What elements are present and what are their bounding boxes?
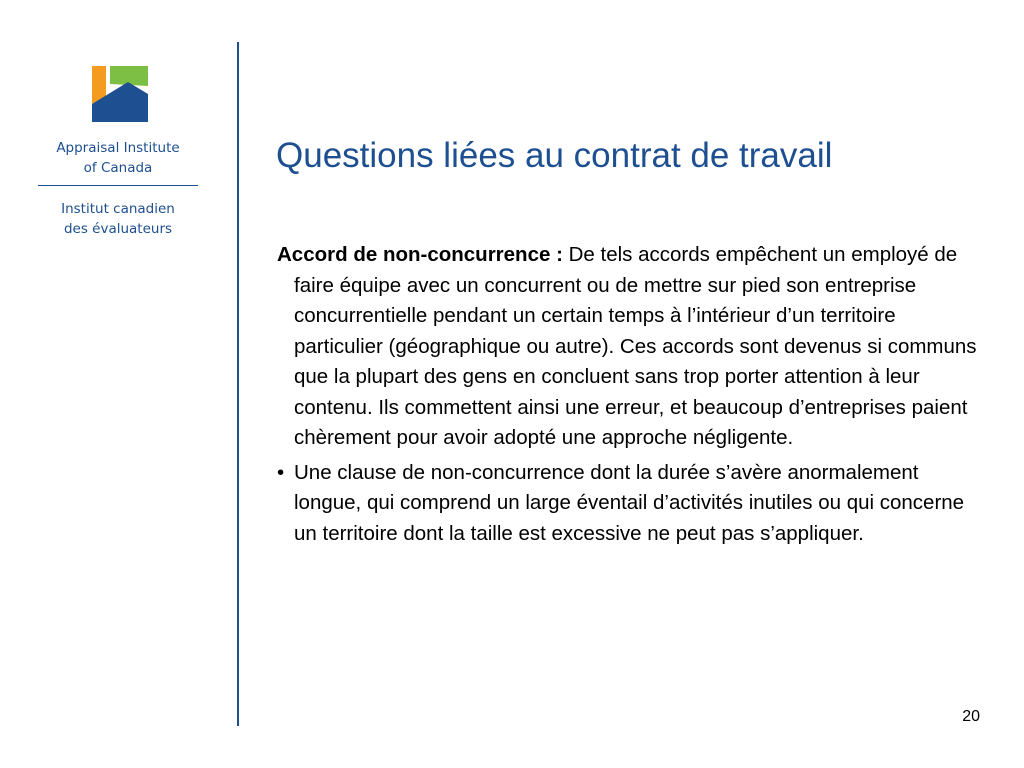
org-name-fr-line1: Institut canadien xyxy=(61,201,175,217)
vertical-divider xyxy=(237,42,239,726)
org-name-english xyxy=(38,138,198,178)
body-paragraph xyxy=(277,240,983,454)
org-name-french xyxy=(38,199,198,239)
page-number: 20 xyxy=(962,708,980,725)
org-name-fr-line2: des évaluateurs xyxy=(63,221,173,237)
paragraph-lead: Accord de non-concurrence : xyxy=(277,243,563,266)
bullet-item xyxy=(277,458,983,550)
org-name-en-line2: of Canada xyxy=(83,160,153,176)
org-divider xyxy=(38,185,198,186)
slide-body xyxy=(277,240,983,549)
bullet-text: Une clause de non-concurrence dont la durée s’avère anormalement longue, qui comprend un large éventail d’activités inutiles ou qui concerne un territoire dont la taille est excessive ne peut pas s’appliquer. xyxy=(294,460,965,545)
slide-title: Questions liées au contrat de travail xyxy=(276,136,833,175)
org-name-en-line1: Appraisal Institute xyxy=(56,140,180,156)
aic-logo-icon xyxy=(92,66,148,122)
bullet-marker: • xyxy=(277,460,285,484)
paragraph-text: De tels accords empêchent un employé de faire équipe avec un concurrent ou de mettre sur pied son entreprise concurrentielle pendant un certain temps à l’intérieur d’un territoire particulier (géographique ou autre). Ces accords sont devenus si communs que la plupart des gens en concluent sans trop porter attention à leur contenu. Ils commettent ainsi une erreur, et beaucoup d’entreprises paient chèrement pour avoir adopté une approche négligente. xyxy=(294,243,977,449)
